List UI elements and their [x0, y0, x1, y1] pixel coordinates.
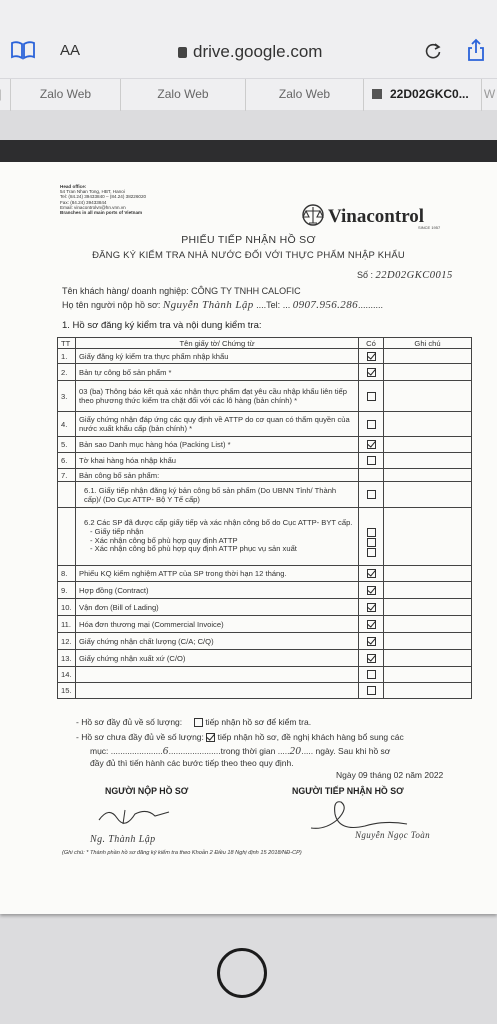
row-name: Giấy chứng nhận xuất xứ (C/O) [76, 650, 359, 667]
row-tt: 15. [58, 683, 76, 699]
checkbox [367, 620, 376, 629]
documents-table [57, 337, 472, 699]
tab-drive-label: 22D02GKC0... [390, 87, 469, 101]
checkbox [367, 528, 376, 537]
header-line: Head office: [60, 184, 87, 189]
row-subitem: - Giấy tiếp nhận [90, 526, 144, 536]
row-co [359, 599, 384, 616]
table-row [58, 599, 472, 616]
row-tt: 7. [58, 469, 76, 482]
row-name: 6.1. Giấy tiếp nhận đăng ký bản công bố sản phẩm (Do UBNN Tỉnh/ Thành cấp)/ (Do Cục ATTP- Bộ Y Tế cấp) [76, 482, 359, 508]
sign-left-title: NGƯỜI NỘP HỒ SƠ [105, 786, 189, 796]
form-title: PHIẾU TIẾP NHẬN HỒ SƠ [181, 234, 316, 246]
row-note [384, 566, 472, 582]
row-co [359, 633, 384, 650]
customer-value: CÔNG TY TNHH CALOFIC [191, 286, 301, 296]
row-name: Bản sao Danh mục hàng hóa (Packing List) * [76, 437, 359, 453]
row-tt: 11. [58, 616, 76, 633]
row-note [384, 381, 472, 412]
note-text: - Hồ sơ chưa đầy đủ về số lượng: [76, 732, 204, 742]
row-tt [58, 508, 76, 566]
row-co [359, 650, 384, 667]
footnote: (Ghi chú: * Thành phần hồ sơ đăng ký kiểm tra theo Khoản 2 Điều 18 Nghị định 15 2018/NĐ-CP) [62, 850, 302, 856]
tab-w[interactable]: W [481, 79, 497, 111]
row-note [384, 616, 472, 633]
form-number [357, 270, 453, 281]
share-icon[interactable] [466, 38, 486, 62]
sign-left-name: Ng. Thành Lập [90, 834, 156, 845]
note-next: đầy đủ thì tiến hành các bước tiếp theo theo quy định. [90, 758, 294, 768]
row-note [384, 453, 472, 469]
row-name: Bản công bố sản phẩm: [76, 469, 359, 482]
table-row [58, 364, 472, 381]
tab-zalo-3[interactable]: Zalo Web [245, 79, 363, 111]
section-heading: 1. Hồ sơ đăng ký kiểm tra và nội dung kiểm tra: [62, 320, 262, 331]
note-items: mục: ......................6......................trong thời gian .....20..... ngày. Sau khi hồ sơ [90, 745, 391, 757]
table-row [58, 566, 472, 582]
row-name [76, 667, 359, 683]
table-row [58, 453, 472, 469]
submitter-line: Họ tên người nộp hồ sơ: Nguyễn Thành Lập ....Tel: ... 0907.956.286.......... [62, 299, 384, 311]
row-co [359, 582, 384, 599]
row-tt: 12. [58, 633, 76, 650]
row-co [359, 381, 384, 412]
checkbox [367, 670, 376, 679]
checkbox [367, 420, 376, 429]
row-note [384, 469, 472, 482]
row-name: Phiếu KQ kiểm nghiệm ATTP của SP trong thời hạn 12 tháng. [76, 566, 359, 582]
checkbox [367, 569, 376, 578]
tab-partial[interactable] [0, 79, 10, 111]
note-incomplete [76, 732, 404, 742]
row-co [359, 453, 384, 469]
table-row [58, 508, 472, 566]
row-note [384, 683, 472, 699]
row-name-main: 6.2 Các SP đã được cấp giấy tiếp và xác nhận công bố do Cục ATTP- BYT cấp. [84, 518, 353, 528]
row-note [384, 582, 472, 599]
row-co [359, 566, 384, 582]
note-text: tiếp nhận hồ sơ để kiểm tra. [205, 717, 312, 727]
home-button[interactable] [217, 948, 267, 998]
table-row [58, 381, 472, 412]
row-note [384, 349, 472, 364]
tel-value: 0907.956.286 [292, 299, 359, 311]
row-co [359, 508, 384, 566]
checkbox [367, 392, 376, 401]
checkbox [367, 352, 376, 361]
row-co [359, 437, 384, 453]
note-text: ngày. Sau khi hồ sơ [315, 746, 391, 756]
row-name: Giấy chứng nhận đáp ứng các quy định về ATTP do cơ quan có thẩm quyền của nước xuất khẩu cấp (bản chính) * [76, 412, 359, 437]
row-tt: 8. [58, 566, 76, 582]
browser-chrome [0, 0, 497, 110]
checkbox [367, 548, 376, 557]
checkbox [367, 686, 376, 695]
table-row [58, 469, 472, 482]
logo-since: SINCE 1957 [418, 225, 441, 230]
row-co [359, 469, 384, 482]
drive-favicon-icon [372, 89, 382, 99]
sign-right-name: Nguyễn Ngọc Toàn [355, 830, 431, 840]
row-name: Giấy chứng nhận chất lượng (C/A; C/Q) [76, 633, 359, 650]
url-field[interactable] [178, 42, 322, 62]
table-row [58, 349, 472, 364]
col-tt: TT [58, 338, 76, 349]
row-tt: 6. [58, 453, 76, 469]
tel-label: Tel: [266, 300, 281, 310]
checkbox [367, 538, 376, 547]
row-tt: 10. [58, 599, 76, 616]
row-co [359, 412, 384, 437]
so-label: Số : [357, 270, 374, 280]
checkbox [206, 733, 215, 742]
row-tt: 3. [58, 381, 76, 412]
checkbox [367, 603, 376, 612]
row-co [359, 364, 384, 381]
book-icon[interactable] [10, 40, 36, 60]
row-tt: 1. [58, 349, 76, 364]
tab-zalo-2[interactable]: Zalo Web [120, 79, 245, 111]
note-text: trong thời gian [220, 746, 276, 756]
row-note [384, 633, 472, 650]
submitter-value: Nguyễn Thành Lập [162, 299, 254, 311]
customer-line [62, 286, 301, 296]
row-co [359, 349, 384, 364]
table-row [58, 683, 472, 699]
row-name: Tờ khai hàng hóa nhập khẩu [76, 453, 359, 469]
header-line: 54 Tran Nhan Tong, HBT, Hanoi [60, 189, 125, 195]
note-complete [76, 717, 311, 727]
row-name: Giấy đăng ký kiểm tra thực phẩm nhập khẩu [76, 349, 359, 364]
tab-drive-active[interactable] [363, 79, 481, 111]
logo-text: Vinacontrol [328, 206, 425, 227]
row-note [384, 412, 472, 437]
table-row [58, 650, 472, 667]
checkbox [367, 456, 376, 465]
row-co [359, 683, 384, 699]
form-subtitle: ĐĂNG KÝ KIỂM TRA NHÀ NƯỚC ĐỐI VỚI THỰC PHẨM NHẬP KHẨU [92, 250, 405, 261]
customer-label: Tên khách hàng/ doanh nghiệp: [62, 286, 189, 296]
scales-logo-icon [300, 203, 326, 227]
reload-icon[interactable] [424, 42, 442, 60]
submitter-signature-icon [95, 802, 175, 832]
tab-bar [0, 78, 497, 110]
table-row [58, 582, 472, 599]
row-co [359, 616, 384, 633]
row-note [384, 650, 472, 667]
note-text: - Hồ sơ đầy đủ về số lượng: [76, 717, 183, 727]
row-name: Vận đơn (Bill of Lading) [76, 599, 359, 616]
row-tt: 14. [58, 667, 76, 683]
lock-icon [178, 47, 187, 58]
row-tt [58, 482, 76, 508]
row-name: 03 (ba) Thông báo kết quả xác nhận thực phẩm đạt yêu cầu nhập khẩu liên tiếp theo phương thức kiểm tra chặt đối với các lô hàng (bản chính) * [76, 381, 359, 412]
row-name: Hóa đơn thương mại (Commercial Invoice) [76, 616, 359, 633]
note-text: mục: [90, 746, 109, 756]
tab-zalo-1[interactable]: Zalo Web [10, 79, 120, 111]
note-text: tiếp nhận hồ sơ, đề nghị khách hàng bổ sung các [217, 732, 404, 742]
header-line: Tel: (84.24) 39433840 – (84.24) 38226020 [60, 194, 147, 200]
header-line: Email: vinacontrolvn@hn.vnn.vn [60, 204, 126, 210]
row-note [384, 599, 472, 616]
checkbox [367, 586, 376, 595]
so-value: 22D02GKC0015 [375, 270, 453, 281]
sign-right-title: NGƯỜI TIẾP NHẬN HỒ SƠ [292, 786, 404, 796]
checkbox [367, 490, 376, 499]
row-subitem: - Xác nhận công bố phù hợp quy định ATTP phục vụ sản xuất [90, 544, 297, 554]
row-name [76, 683, 359, 699]
vinacontrol-logo [300, 203, 450, 229]
checkbox [367, 368, 376, 377]
checkbox [367, 654, 376, 663]
date-line: Ngày 09 tháng 02 năm 2022 [336, 770, 444, 780]
row-name: Hợp đồng (Contract) [76, 582, 359, 599]
row-tt: 4. [58, 412, 76, 437]
checkbox [367, 637, 376, 646]
row-note [384, 437, 472, 453]
row-co [359, 482, 384, 508]
table-row [58, 616, 472, 633]
row-note [384, 508, 472, 566]
table-row [58, 667, 472, 683]
row-note [384, 482, 472, 508]
table-row [58, 482, 472, 508]
row-note [384, 667, 472, 683]
address-bar [0, 32, 497, 72]
row-tt: 13. [58, 650, 76, 667]
row-co [359, 667, 384, 683]
header-line: Fax: (84.24) 39433844 [60, 199, 107, 205]
table-row [58, 412, 472, 437]
company-header [60, 184, 200, 215]
viewer-toolbar [0, 140, 497, 162]
row-note [384, 364, 472, 381]
note-items-value: 6 [162, 745, 169, 757]
submitter-label: Họ tên người nộp hồ sơ: [62, 300, 161, 310]
row-tt: 5. [58, 437, 76, 453]
table-header [58, 338, 472, 349]
checkbox [194, 718, 203, 727]
header-line: Branches in all main ports of Vietnam [60, 210, 143, 216]
row-tt: 9. [58, 582, 76, 599]
row-subitem: - Xác nhận công bố phù hợp quy định ATTP [90, 535, 238, 545]
checkbox [367, 440, 376, 449]
row-name [76, 508, 359, 566]
row-name: Bản tự công bố sản phẩm * [76, 364, 359, 381]
table-row [58, 437, 472, 453]
document-page [0, 162, 497, 914]
col-note: Ghi chú [384, 338, 472, 349]
table-row [58, 633, 472, 650]
note-days-value: 20 [289, 745, 302, 757]
col-co: Có [359, 338, 384, 349]
row-tt: 2. [58, 364, 76, 381]
url-text: drive.google.com [193, 42, 323, 61]
text-size-button[interactable]: AA [60, 42, 81, 59]
col-name: Tên giấy tờ/ Chứng từ [76, 338, 359, 349]
